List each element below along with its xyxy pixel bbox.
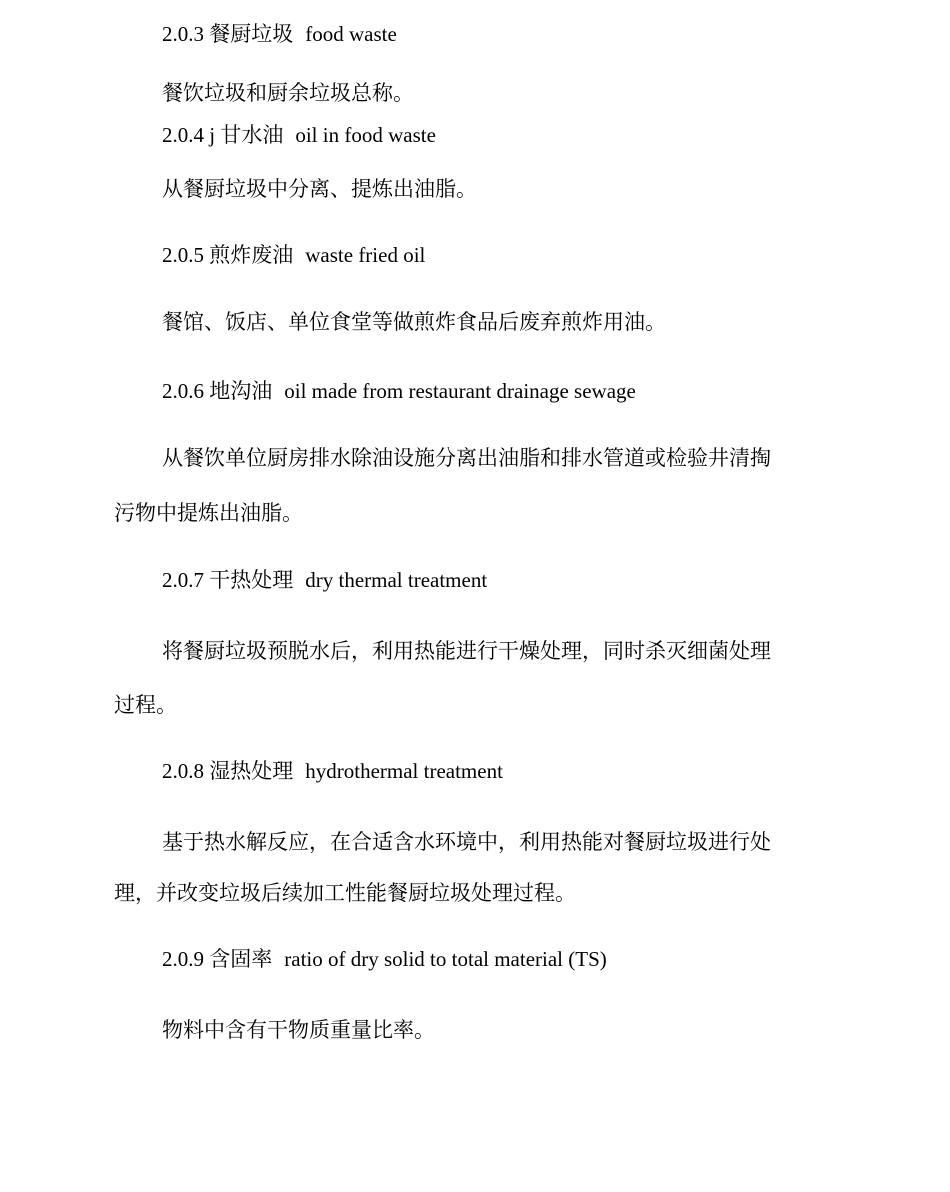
term-number: 2.0.4 j <box>162 123 216 147</box>
term-english: oil in food waste <box>295 123 436 147</box>
term-english: waste fried oil <box>305 243 426 267</box>
term-heading <box>162 566 487 594</box>
term-chinese: 干热处理 <box>209 568 294 592</box>
term-number: 2.0.5 <box>162 243 204 267</box>
term-chinese: 地沟油 <box>209 379 273 403</box>
term-heading <box>162 20 397 48</box>
term-chinese: 含固率 <box>209 947 273 971</box>
term-definition: 基于热水解反应，在合适含水环境中，利用热能对餐厨垃圾进行处 <box>162 830 771 854</box>
term-chinese: 甘水油 <box>220 123 284 147</box>
term-definition-continuation: 过程。 <box>114 693 177 717</box>
term-number: 2.0.7 <box>162 568 204 592</box>
term-definition-continuation: 理，并改变垃圾后续加工性能餐厨垃圾处理过程。 <box>114 881 576 905</box>
term-definition: 从餐厨垃圾中分离、提炼出油脂。 <box>162 177 477 201</box>
term-definition-continuation: 污物中提炼出油脂。 <box>114 501 303 525</box>
term-chinese: 煎炸废油 <box>209 243 294 267</box>
term-heading <box>162 757 503 785</box>
term-definition: 从餐饮单位厨房排水除油设施分离出油脂和排水管道或检验井清掏 <box>162 446 771 470</box>
term-english: oil made from restaurant drainage sewage <box>284 379 636 403</box>
term-definition: 物料中含有干物质重量比率。 <box>162 1018 435 1042</box>
term-number: 2.0.8 <box>162 759 204 783</box>
term-heading <box>162 377 636 405</box>
term-heading <box>162 945 607 973</box>
term-heading <box>162 241 425 269</box>
term-english: hydrothermal treatment <box>305 759 503 783</box>
term-english: food waste <box>305 22 397 46</box>
term-number: 2.0.3 <box>162 22 204 46</box>
term-number: 2.0.6 <box>162 379 204 403</box>
term-english: ratio of dry solid to total material (TS) <box>284 947 607 971</box>
term-definition: 餐馆、饭店、单位食堂等做煎炸食品后废弃煎炸用油。 <box>162 310 666 334</box>
term-english: dry thermal treatment <box>305 568 488 592</box>
term-number: 2.0.9 <box>162 947 204 971</box>
term-heading <box>162 121 436 149</box>
term-definition: 餐饮垃圾和厨余垃圾总称。 <box>162 81 414 105</box>
term-definition: 将餐厨垃圾预脱水后，利用热能进行干燥处理，同时杀灭细菌处理 <box>162 639 771 663</box>
term-chinese: 餐厨垃圾 <box>209 22 294 46</box>
term-chinese: 湿热处理 <box>209 759 294 783</box>
